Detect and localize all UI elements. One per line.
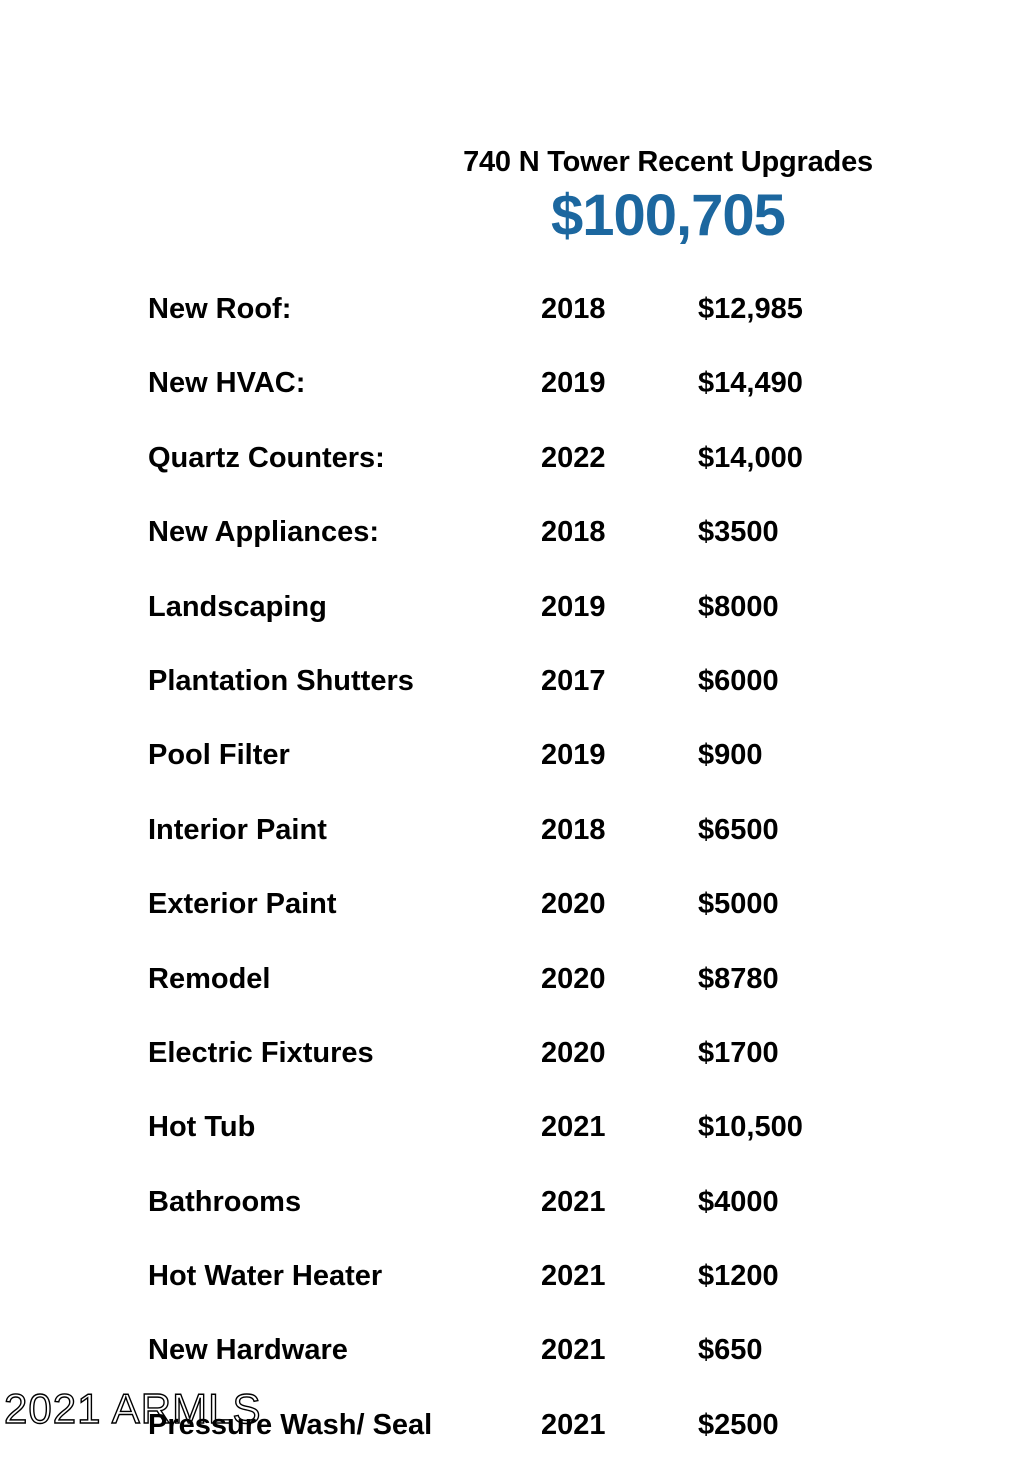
list-item [148, 1331, 908, 1405]
upgrade-year: 2021 [541, 1111, 606, 1144]
upgrade-year: 2020 [541, 962, 606, 995]
upgrade-name: New Appliances: [148, 516, 379, 549]
list-item [148, 1034, 908, 1108]
upgrade-year: 2022 [541, 441, 606, 474]
upgrade-cost: $6000 [698, 664, 779, 697]
upgrade-name: Plantation Shutters [148, 664, 414, 697]
upgrade-cost: $10,500 [698, 1111, 803, 1144]
upgrade-year: 2021 [541, 1185, 606, 1218]
upgrade-cost: $8780 [698, 962, 779, 995]
list-item [148, 290, 908, 364]
list-item [148, 885, 908, 959]
upgrade-cost: $5000 [698, 888, 779, 921]
copyright-watermark: 2021 ARMLS [4, 1385, 262, 1432]
list-item [148, 439, 908, 513]
upgrade-name: Interior Paint [148, 813, 327, 846]
upgrade-name: New Roof: [148, 293, 292, 325]
upgrade-year: 2018 [541, 813, 606, 846]
upgrade-name: Quartz Counters: [148, 441, 385, 474]
list-item [148, 1108, 908, 1182]
upgrade-cost: $14,490 [698, 367, 803, 400]
upgrade-year: 2019 [541, 590, 606, 623]
upgrade-year: 2021 [541, 1334, 606, 1367]
upgrade-year: 2020 [541, 1036, 606, 1069]
upgrade-year: 2018 [541, 516, 606, 549]
list-item [148, 662, 908, 736]
upgrade-year: 2017 [541, 664, 606, 697]
upgrade-year: 2021 [541, 1260, 606, 1293]
upgrade-cost: $1700 [698, 1036, 779, 1069]
upgrade-cost: $900 [698, 739, 763, 772]
upgrade-cost: $8000 [698, 590, 779, 623]
upgrade-name: Landscaping [148, 590, 327, 623]
upgrade-name: Bathrooms [148, 1185, 302, 1218]
upgrade-name: Hot Tub [148, 1111, 256, 1144]
upgrade-cost: $4000 [698, 1185, 779, 1218]
list-item [148, 1406, 908, 1480]
upgrade-year: 2019 [541, 367, 606, 400]
upgrades-header [438, 144, 898, 248]
list-item [148, 364, 908, 438]
list-item [148, 736, 908, 810]
upgrade-name: Pressure Wash/ Seal [148, 1408, 433, 1441]
list-item [148, 1257, 908, 1331]
upgrade-cost: $14,000 [698, 441, 803, 474]
upgrade-cost: $6500 [698, 813, 779, 846]
upgrade-name: Remodel [148, 962, 271, 995]
total-cost: $100,705 [551, 183, 785, 248]
list-item [148, 1183, 908, 1257]
list-item [148, 960, 908, 1034]
upgrade-cost: $650 [698, 1334, 763, 1367]
upgrade-cost: $2500 [698, 1408, 779, 1441]
upgrade-year: 2018 [541, 293, 606, 325]
upgrade-name: New HVAC: [148, 367, 306, 400]
upgrade-name: New Hardware [148, 1334, 348, 1367]
upgrade-cost: $3500 [698, 516, 779, 549]
upgrades-list [148, 290, 908, 1480]
list-item [148, 513, 908, 587]
upgrade-year: 2020 [541, 888, 606, 921]
upgrade-name: Electric Fixtures [148, 1036, 374, 1069]
upgrade-cost: $12,985 [698, 293, 803, 325]
upgrade-name: Exterior Paint [148, 888, 337, 921]
upgrade-cost: $1200 [698, 1260, 779, 1293]
upgrade-year: 2021 [541, 1408, 606, 1441]
list-item [148, 588, 908, 662]
upgrade-name: Pool Filter [148, 739, 290, 772]
upgrade-name: Hot Water Heater [148, 1260, 383, 1293]
page-title: 740 N Tower Recent Upgrades [463, 146, 873, 178]
upgrade-year: 2019 [541, 739, 606, 772]
list-item [148, 811, 908, 885]
